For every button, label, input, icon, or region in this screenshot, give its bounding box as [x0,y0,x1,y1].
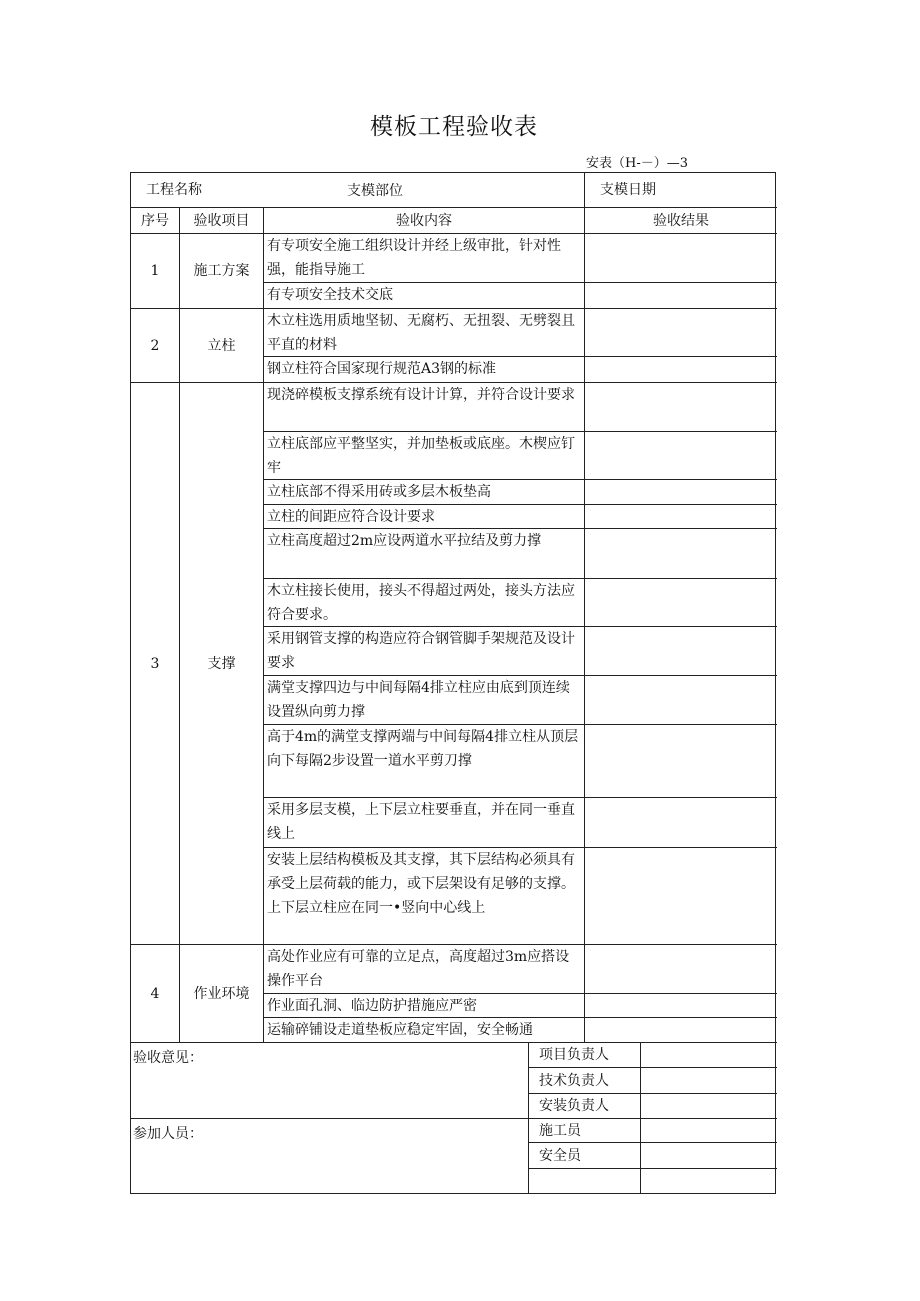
check-content: 有专项安全施工组织设计并经上级审批，针对性强，能指导施工 [264,234,585,283]
signature-field[interactable] [641,1119,777,1143]
participants-area[interactable] [131,1119,529,1194]
item-no: 1 [131,234,180,309]
form-title: 模板工程验收表 [370,114,538,140]
signer-label: 项目负责人 [529,1043,641,1068]
result-cell[interactable] [585,234,777,283]
check-content: 立柱底部不得采用砖或多层木板垫高 [264,480,585,505]
check-content: 运输碎铺设走道垫板应稳定牢固，安全畅通 [264,1018,585,1043]
signer-label: 技术负责人 [529,1068,641,1094]
check-content: 立柱高度超过2m应设两道水平拉结及剪力撑 [264,529,585,579]
col-no-header: 序号 [131,208,180,234]
col-result-header: 验收结果 [585,208,777,234]
form-code: 安表（H-－）—3 [586,156,689,171]
signature-field[interactable] [641,1043,777,1068]
result-cell[interactable] [585,1018,777,1043]
item-no: 3 [131,383,180,945]
result-cell[interactable] [585,432,777,480]
signer-label: 安全员 [529,1143,641,1169]
item-name: 支撑 [180,383,264,945]
signer-label: 施工员 [529,1119,641,1143]
signature-field[interactable] [641,1169,777,1194]
opinion-label: 验收意见： [133,1050,203,1066]
result-cell[interactable] [585,945,777,994]
check-content: 木立柱接长使用，接头不得超过两处，接头方法应符合要求。 [264,579,585,627]
check-content: 作业面孔洞、临边防护措施应严密 [264,994,585,1018]
result-cell[interactable] [585,725,777,798]
check-content: 立柱底部应平整坚实，并加垫板或底座。木楔应钉牢 [264,432,585,480]
item-name: 作业环境 [180,945,264,1043]
item-no: 2 [131,309,180,383]
signature-field[interactable] [641,1068,777,1094]
result-cell[interactable] [585,529,777,579]
result-cell[interactable] [585,383,777,432]
signer-label: 安装负责人 [529,1094,641,1119]
result-cell[interactable] [585,848,777,945]
result-cell[interactable] [585,798,777,848]
item-name: 施工方案 [180,234,264,309]
item-no: 4 [131,945,180,1043]
result-cell[interactable] [585,480,777,505]
signature-field[interactable] [641,1094,777,1119]
item-name: 立柱 [180,309,264,383]
result-cell[interactable] [585,627,777,676]
col-content-header: 验收内容 [264,208,585,234]
result-cell[interactable] [585,676,777,725]
result-cell[interactable] [585,357,777,383]
participants-label: 参加人员： [133,1126,203,1142]
col-item-header: 验收项目 [180,208,264,234]
result-cell[interactable] [585,579,777,627]
check-content: 采用多层支模，上下层立柱要垂直，并在同一垂直线上 [264,798,585,848]
check-content: 满堂支撑四边与中间每隔4排立柱应由底到顶连续设置纵向剪力撑 [264,676,585,725]
check-content: 采用钢管支撑的构造应符合钢管脚手架规范及设计要求 [264,627,585,676]
check-content: 现浇碎模板支撑系统有设计计算，并符合设计要求 [264,383,585,432]
check-content: 木立柱选用质地坚韧、无腐朽、无扭裂、无劈裂且平直的材料 [264,309,585,357]
result-cell[interactable] [585,994,777,1018]
result-cell[interactable] [585,505,777,529]
project-name-label: 工程名称 [131,173,585,208]
result-cell[interactable] [585,283,777,309]
check-content: 钢立柱符合国家现行规范A3钢的标准 [264,357,585,383]
acceptance-table [130,172,776,1194]
check-content: 有专项安全技术交底 [264,283,585,309]
check-content: 高于4m的满堂支撑两端与中间每隔4排立柱从顶层向下每隔2步设置一道水平剪刀撑 [264,725,585,798]
support-date-label: 支模日期 [585,173,777,208]
check-content: 高处作业应有可靠的立足点，高度超过3m应搭设操作平台 [264,945,585,994]
opinion-area[interactable] [131,1043,529,1119]
support-part-label: 支模部位 [347,182,403,199]
check-content: 立柱的间距应符合设计要求 [264,505,585,529]
result-cell[interactable] [585,309,777,357]
signature-field[interactable] [641,1143,777,1169]
check-content: 安装上层结构模板及其支撑，其下层结构必须具有承受上层荷载的能力，或下层架设有足够的支撑。上下层立柱应在同一•竖向中心线上 [264,848,585,945]
signer-label-empty [529,1169,641,1194]
